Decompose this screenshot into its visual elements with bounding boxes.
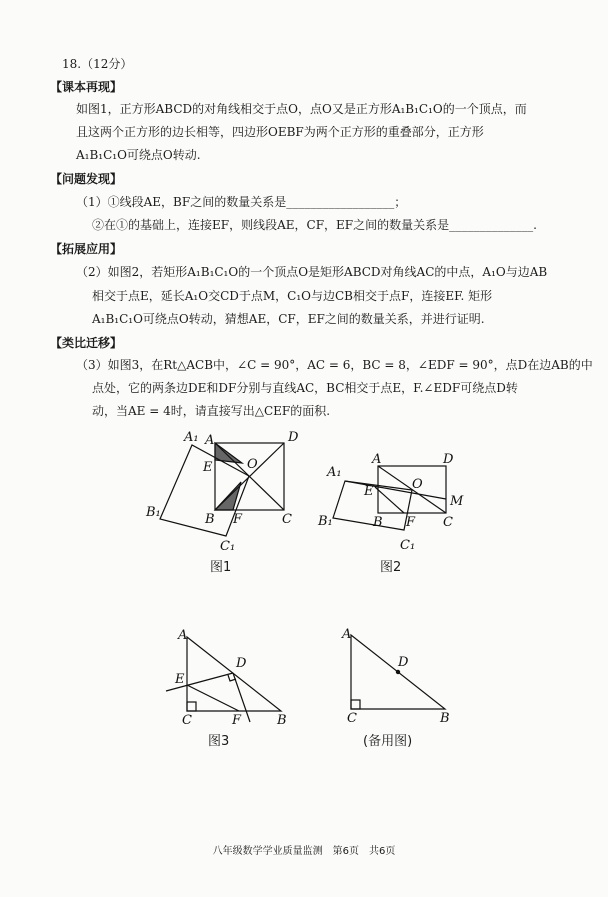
fig1-caption: 图1 <box>210 560 232 575</box>
spare-label-B: B <box>440 711 450 726</box>
q1-part-a: （1）①线段AE，BF之间的数量关系是__________________； <box>76 195 407 209</box>
section-analogy: 【类比迁移】 <box>50 336 123 350</box>
fig1-label-C: C <box>282 512 292 527</box>
spare-caption: (备用图) <box>363 734 413 749</box>
fig2-label-E: E <box>364 484 374 499</box>
fig1-label-B1: B₁ <box>146 505 161 520</box>
q3-line-3: 动，当AE = 4时，请直接写出△CEF的面积. <box>92 404 331 418</box>
fig2-line-a1m <box>345 481 446 499</box>
section-discovery: 【问题发现】 <box>50 172 123 186</box>
fig3-right-angle-c <box>187 702 196 711</box>
fig2-caption: 图2 <box>380 560 402 575</box>
section-review: 【课本再现】 <box>50 80 123 94</box>
fig2-label-F: F <box>406 515 416 530</box>
spare-labels <box>341 627 450 726</box>
spare-label-C: C <box>347 711 357 726</box>
review-line-3: A₁B₁C₁O可绕点O转动. <box>76 148 201 162</box>
figure-2 <box>333 466 446 530</box>
fig1-label-F: F <box>233 512 243 527</box>
page-footer: 八年级数学学业质量监测 第6页 共6页 <box>212 846 396 857</box>
fig1-label-A: A <box>205 433 215 448</box>
question-header: 18.（12分） <box>62 57 133 71</box>
section-extension: 【拓展应用】 <box>50 242 123 256</box>
fig1-label-B: B <box>205 512 215 527</box>
fig2-label-C: C <box>443 515 453 530</box>
q2-line-1: （2）如图2，若矩形A₁B₁C₁O的一个顶点O是矩形ABCD对角线AC的中点，A₁O与边AB <box>76 265 548 279</box>
fig1-label-E: E <box>203 460 213 475</box>
fig3-labels <box>174 628 287 728</box>
fig3-label-A: A <box>178 628 188 643</box>
fig3-label-F: F <box>232 713 242 728</box>
fig3-label-D: D <box>236 656 247 671</box>
fig1-label-A1: A₁ <box>184 430 199 445</box>
fig3-segment-ef <box>187 685 239 711</box>
q2-line-2: 相交于点E，延长A₁O交CD于点M，C₁O与边CB相交于点F，连接EF. 矩形 <box>92 289 493 303</box>
fig2-labels <box>317 452 464 553</box>
q1-part-b: ②在①的基础上，连接EF，则线段AE，CF，EF之间的数量关系是______________. <box>92 218 537 232</box>
fig1-label-C1: C₁ <box>220 539 236 554</box>
fig2-label-A: A <box>372 452 382 467</box>
fig1-label-O: O <box>247 457 258 472</box>
review-line-1: 如图1，正方形ABCD的对角线相交于点O，点O又是正方形A₁B₁C₁O的一个顶点，而 <box>76 102 527 116</box>
fig2-label-A1: A₁ <box>327 465 342 480</box>
fig3-triangle-acb <box>187 637 281 711</box>
fig3-label-E: E <box>175 672 185 687</box>
fig2-label-O: O <box>412 477 423 492</box>
spare-label-A: A <box>342 627 352 642</box>
figure-1 <box>160 443 284 536</box>
fig3-label-C: C <box>182 713 192 728</box>
spare-label-D: D <box>398 655 409 670</box>
fig2-label-B1: B₁ <box>318 514 333 529</box>
q3-line-1: （3）如图3，在Rt△ACB中，∠C = 90°，AC = 6，BC = 8，∠EDF = 90°，点D在边AB的中 <box>76 358 593 372</box>
spare-right-angle-c <box>351 700 360 709</box>
review-line-2: 且这两个正方形的边长相等，四边形OEBF为两个正方形的重叠部分，正方形 <box>76 125 484 139</box>
fig2-label-C1: C₁ <box>400 538 416 553</box>
fig2-label-M: M <box>450 494 464 509</box>
fig2-label-D: D <box>443 452 454 467</box>
q3-line-2: 点处，它的两条边DE和DF分别与直线AC，BC相交于点E，F.∠EDF可绕点D转 <box>92 381 518 395</box>
fig2-label-B: B <box>373 515 383 530</box>
q2-line-3: A₁B₁C₁O可绕点O转动，猜想AE，CF，EF之间的数量关系，并进行证明. <box>92 312 485 326</box>
fig3-caption: 图3 <box>208 734 230 749</box>
fig3-label-B: B <box>277 713 287 728</box>
spare-point-d <box>396 670 400 674</box>
fig1-label-D: D <box>288 430 299 445</box>
